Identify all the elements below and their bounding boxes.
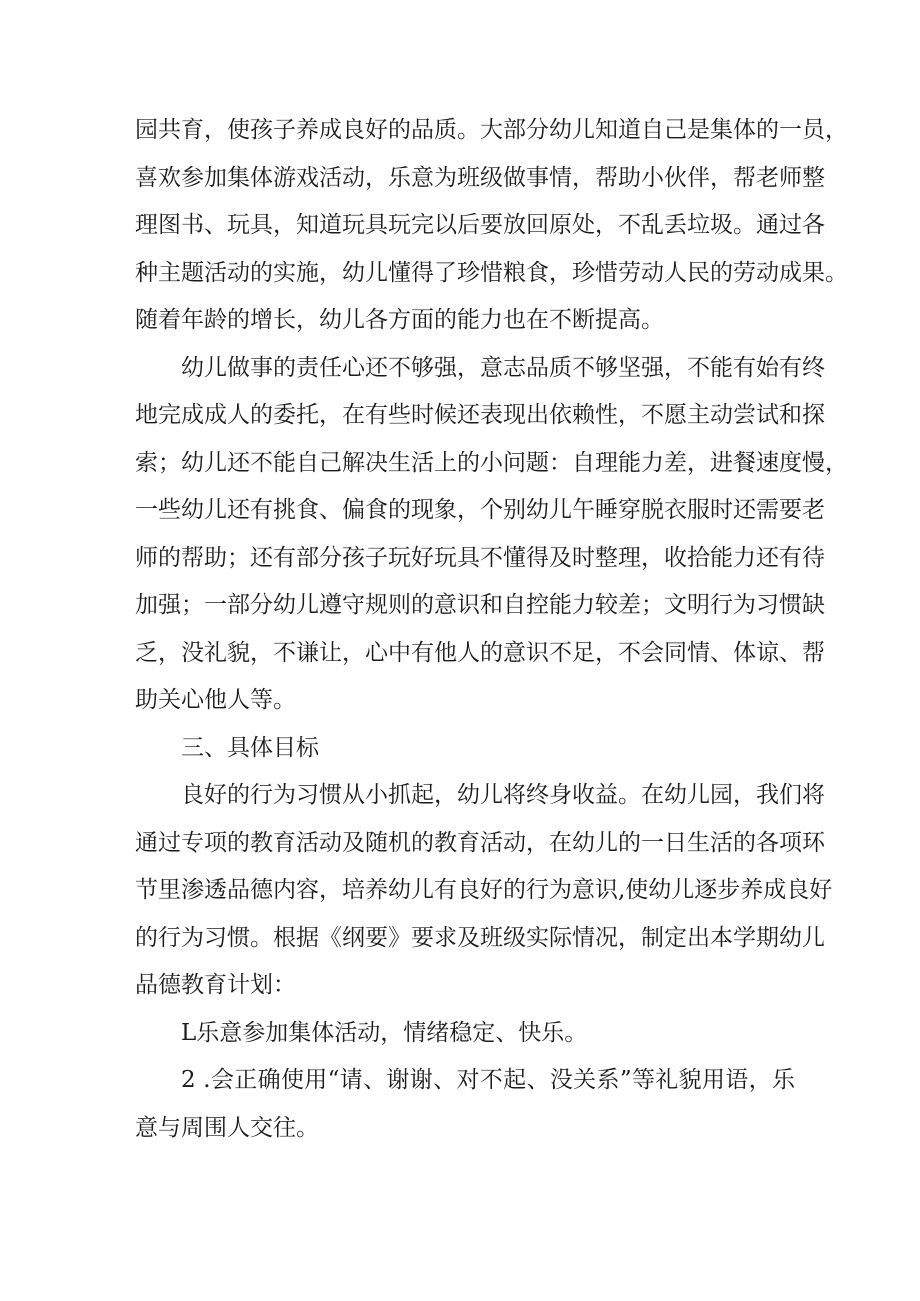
text-line: 地完成成人的委托，在有些时候还表现出依赖性，不愿主动尝试和探 [135, 402, 825, 428]
document-body [135, 107, 848, 1152]
list-item: 2 .会正确使用“请、谢谢、对不起、没关系”等礼貌用语，乐 [181, 1067, 795, 1093]
paragraph-home-school-cooperation [135, 107, 848, 345]
text-line: 节里渗透品德内容，培养幼儿有良好的行为意识,使幼儿逐步养成良好 [135, 877, 833, 903]
paragraph-existing-problems [135, 345, 848, 725]
paragraph-behavior-habits [135, 772, 833, 1010]
text-line: 喜欢参加集体游戏活动，乐意为班级做事情，帮助小伙伴，帮老师整 [135, 164, 825, 191]
goal-item-2 [135, 1057, 795, 1152]
text-line: 品德教育计划： [135, 972, 296, 998]
list-item: L乐意参加集体活动，情绪稳定、快乐。 [181, 1019, 588, 1046]
text-line: 良好的行为习惯从小抓起，幼儿将终身收益。在幼儿园，我们将 [181, 782, 825, 808]
text-line: 意与周围人交往。 [135, 1114, 319, 1141]
text-line: 师的帮助；还有部分孩子玩好玩具不懂得及时整理，收拾能力还有待 [135, 544, 825, 571]
section-heading-specific-goals [135, 725, 795, 773]
text-line: 随着年龄的增长，幼儿各方面的能力也在不断提高。 [135, 307, 664, 333]
text-line: 种主题活动的实施，幼儿懂得了珍惜粮食，珍惜劳动人民的劳动成果。 [135, 259, 848, 286]
text-line: 索；幼儿还不能自己解决生活上的小问题：自理能力差，进餐速度慢， [135, 449, 848, 476]
text-line: 幼儿做事的责任心还不够强，意志品质不够坚强，不能有始有终 [181, 354, 825, 381]
text-line: 理图书、玩具，知道玩具玩完以后要放回原处，不乱丢垃圾。通过各 [135, 212, 825, 238]
text-line: 加强；一部分幼儿遵守规则的意识和自控能力较差；文明行为习惯缺 [135, 592, 825, 618]
text-line: 一些幼儿还有挑食、偏食的现象，个别幼儿午睡穿脱衣服时还需要老 [135, 497, 825, 523]
section-heading: 三、具体目标 [181, 734, 319, 761]
text-line: 通过专项的教育活动及随机的教育活动，在幼儿的一日生活的各项环 [135, 829, 825, 856]
text-line: 助关心他人等。 [135, 687, 296, 713]
text-line: 园共育，使孩子养成良好的品质。大部分幼儿知道自己是集体的一员， [135, 117, 848, 143]
text-line: 乏，没礼貌，不谦让，心中有他人的意识不足，不会同情、体谅、帮 [135, 639, 825, 666]
goal-item-1 [135, 1010, 795, 1058]
text-line: 的行为习惯。根据《纲要》要求及班级实际情况，制定出本学期幼儿 [135, 924, 825, 951]
